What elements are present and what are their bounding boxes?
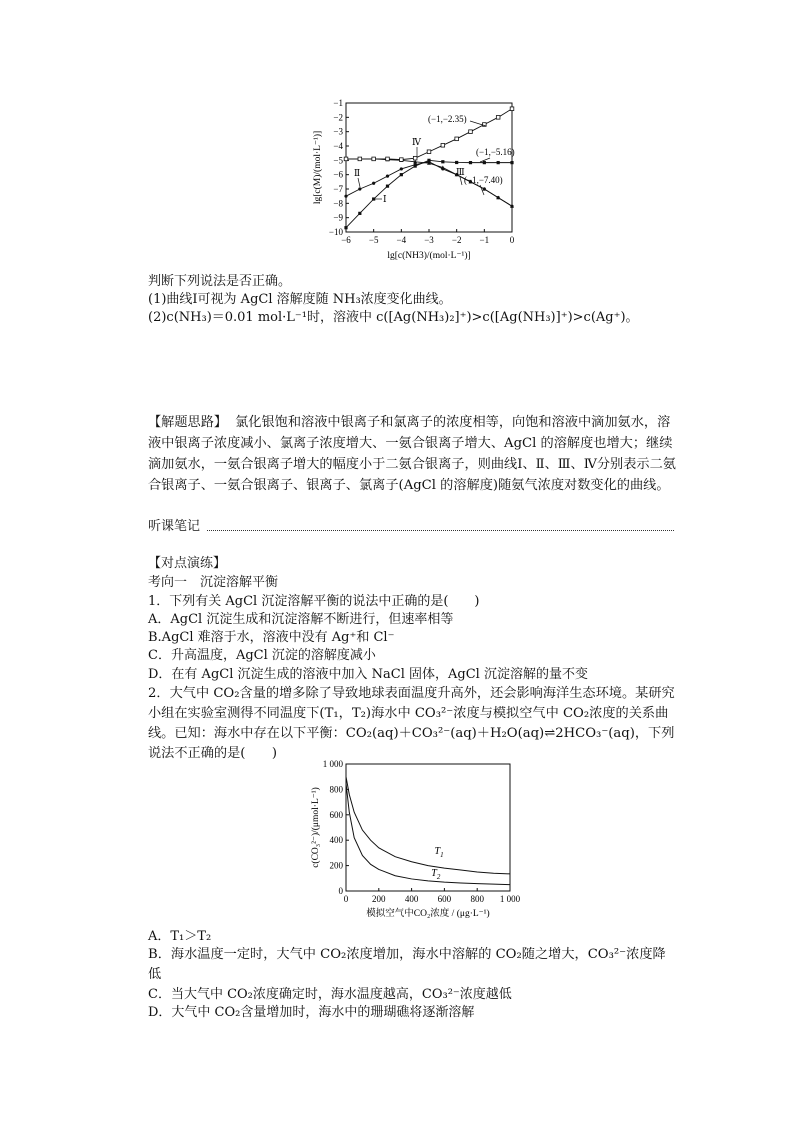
y-tick-label: −9: [333, 212, 343, 223]
solution-text: 氯化银饱和溶液中银离子和氯离子的浓度相等，向饱和溶液中滴加氨水，溶液中银离子浓度减小、氯离子浓度增大、一氨合银离子增大、AgCl 的溶解度也增大；继续滴加氨水，一氨合银离子增大的幅度小于二氨合银离子，则曲线Ⅰ、Ⅱ、Ⅲ、Ⅳ分别表示二氨合银离子、一氨合银离子、银离子、氯离子(AgCl 的溶解度)随氨气浓度对数变化的曲线。: [148, 415, 676, 493]
q1-option-c[interactable]: C．升高温度，AgCl 沉淀的溶解度减小: [148, 648, 376, 663]
x-tick-label: 800: [470, 894, 484, 904]
x-tick-label: −1: [479, 235, 490, 245]
x-tick-label: −2: [451, 235, 462, 245]
x-tick-label: 200: [372, 894, 386, 904]
point: [400, 158, 404, 162]
y-tick-label: 600: [329, 809, 343, 820]
label-curve-i: Ⅰ: [383, 194, 387, 204]
point: [441, 143, 445, 147]
point: [386, 175, 389, 178]
annot-iv-point: (−1,−2.35): [428, 114, 467, 124]
annot-arrow: [460, 177, 462, 185]
ammonia-complex-chart: [300, 95, 530, 265]
point: [386, 185, 389, 188]
point: [510, 107, 514, 111]
y-tick-label: −7: [333, 184, 343, 194]
x-tick-label: −4: [396, 235, 407, 245]
q1-stem: 1．下列有关 AgCl 沉淀溶解平衡的说法中正确的是( ): [148, 594, 480, 609]
label-curve-iv: Ⅳ: [412, 137, 421, 147]
y-axis-label: lg[c(M)/(mol·L⁻¹)]: [313, 130, 323, 205]
y-axis-label: c(CO₃²⁻)/(μmol·L⁻¹): [311, 787, 321, 868]
point: [497, 161, 500, 164]
point: [372, 157, 376, 161]
label-t1: $T_1$: [434, 846, 444, 860]
judge-prompt: 判断下列说法是否正确。: [148, 274, 292, 289]
y-tick-label: −4: [333, 141, 343, 151]
point: [510, 161, 513, 164]
y-tick-label: −3: [333, 126, 343, 137]
point: [427, 150, 431, 154]
y-tick-label: 200: [329, 860, 343, 871]
notes-line[interactable]: [207, 530, 674, 531]
point: [413, 156, 417, 160]
y-tick-label: −6: [333, 169, 343, 180]
y-tick-label: −2: [333, 112, 343, 123]
label-t2: $T_2$: [431, 867, 441, 881]
point: [400, 167, 403, 170]
x-tick-label: −5: [368, 235, 379, 245]
y-tick-label: −5: [333, 155, 343, 166]
x-tick-label: 400: [404, 894, 419, 904]
point: [414, 163, 417, 166]
y-tick-label: −10: [328, 227, 343, 237]
point: [469, 161, 472, 164]
q2-option-b[interactable]: B．海水温度一定时，大气中 CO₂浓度增加，海水中溶解的 CO₂随之增大，CO₃²⁻浓度降低: [148, 947, 666, 982]
x-tick-label: −3: [424, 235, 434, 245]
point: [358, 157, 362, 161]
y-tick-label: −8: [333, 198, 343, 209]
x-tick-label: 600: [437, 894, 452, 904]
annot-i-point: (−1,−5.16): [476, 147, 515, 157]
point: [455, 161, 458, 164]
point: [469, 130, 473, 134]
x-axis-label: 模拟空气中CO₂浓度 / (μg·L⁻¹): [366, 909, 490, 919]
q1-option-b[interactable]: B.AgCl 难溶于水，溶液中没有 Ag⁺和 Cl⁻: [148, 630, 395, 645]
section-title: 考向一 沉淀溶解平衡: [148, 575, 279, 590]
point: [344, 157, 348, 161]
label-curve-ii: Ⅱ: [354, 168, 361, 178]
x-axis-label: lg[c(NH3)/(mol·L⁻¹)]: [387, 251, 471, 261]
y-tick-label: 1 000: [322, 759, 343, 769]
point: [400, 173, 403, 176]
y-tick-label: 0: [338, 886, 343, 896]
plot-frame: [346, 764, 510, 891]
point: [455, 137, 459, 141]
point: [358, 212, 361, 215]
q2-option-a[interactable]: A．T₁＞T₂: [148, 929, 212, 944]
point: [372, 182, 375, 185]
point: [344, 195, 347, 198]
y-tick-label: 400: [329, 835, 343, 846]
solution-block: [148, 412, 676, 496]
q1-option-a[interactable]: A．AgCl 沉淀生成和沉淀溶解不断进行，但速率相等: [148, 612, 454, 627]
point: [386, 157, 390, 161]
series-curve-T1: [346, 777, 510, 874]
q2-option-c[interactable]: C．当大气中 CO₂浓度确定时，海水温度越高，CO₃²⁻浓度越低: [148, 987, 512, 1002]
q2-stem: 2．大气中 CO₂含量的增多除了导致地球表面温度升高外，还会影响海洋生态环境。某研究小组在实验室测得不同温度下(T₁，T₂)海水中 CO₃²⁻浓度与模拟空气中 CO₂浓度的关系曲线。已知：海水中存在以下平衡：CO₂(aq)＋CO₃²⁻(aq)＋H₂O(aq)⇌2HCO₃⁻(aq)，下列说法不正确的是( ): [148, 686, 675, 761]
point: [441, 160, 444, 163]
x-tick-label: 0: [509, 235, 515, 245]
annot-arrow: [358, 178, 360, 187]
x-tick-label: 1 000: [499, 894, 521, 904]
annot-iii-point: (−1,−7.40): [464, 175, 503, 185]
statement-1: (1)曲线Ⅰ可视为 AgCl 溶解度随 NH₃浓度变化曲线。: [148, 292, 452, 307]
solution-title: 【解题思路】: [148, 415, 228, 430]
practice-title: 【对点演练】: [148, 556, 227, 571]
x-tick-label: −6: [341, 235, 351, 245]
co3-concentration-chart: [300, 752, 535, 922]
point: [483, 161, 486, 164]
y-tick-label: 800: [329, 784, 343, 795]
series-curve-T2: [346, 783, 510, 885]
label-curve-iii: Ⅲ: [456, 167, 465, 177]
q2-option-d[interactable]: D．大气中 CO₂含量增加时，海水中的珊瑚礁将逐渐溶解: [148, 1005, 475, 1020]
point: [344, 226, 347, 229]
statement-2: (2)c(NH₃)＝0.01 mol·L⁻¹时，溶液中 c([Ag(NH₃)₂]⁺)>c([Ag(NH₃)]⁺)>c(Ag⁺)。: [148, 310, 639, 325]
q1-option-d[interactable]: D．在有 AgCl 沉淀生成的溶液中加入 NaCl 固体，AgCl 沉淀溶解的量不变: [148, 667, 588, 682]
point: [358, 187, 361, 190]
notes-label: 听课笔记: [148, 519, 201, 534]
series-line-1: [346, 160, 512, 227]
point: [496, 116, 500, 120]
x-tick-label: 0: [343, 894, 349, 904]
y-tick-label: −1: [333, 98, 343, 108]
